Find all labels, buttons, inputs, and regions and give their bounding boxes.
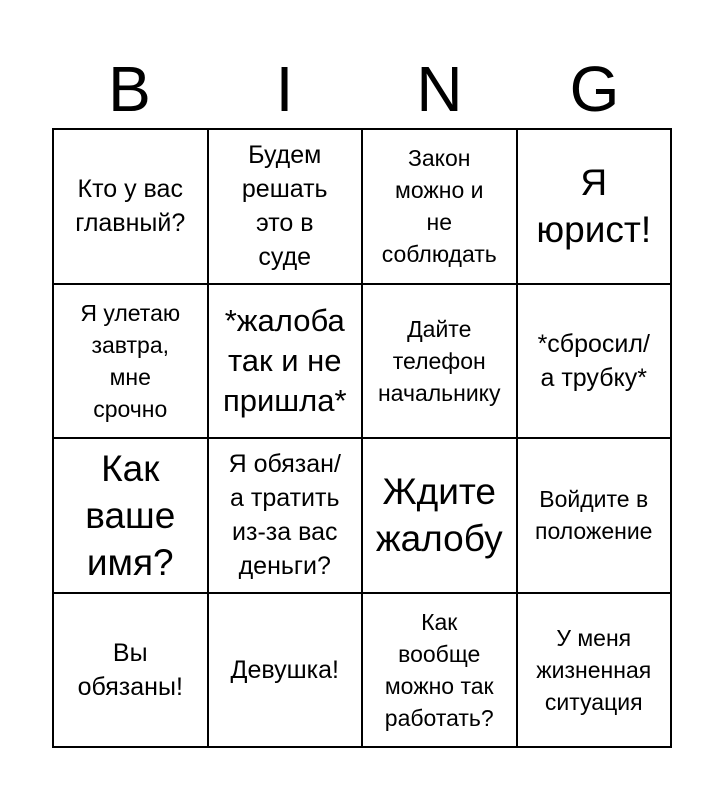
bingo-cell[interactable] xyxy=(362,284,517,439)
bingo-cell[interactable] xyxy=(208,438,363,593)
bingo-cell[interactable] xyxy=(517,129,672,284)
header-letter-n: N xyxy=(416,53,463,125)
bingo-cell[interactable] xyxy=(53,438,208,593)
cell-text: Войдите в положение xyxy=(535,486,653,545)
header-letter-b: B xyxy=(108,53,151,125)
cell-text: Девушка! xyxy=(230,655,339,684)
cell-text: Я улетаю завтра, мне срочно xyxy=(80,299,181,422)
bingo-cell[interactable] xyxy=(362,593,517,748)
bingo-cell[interactable] xyxy=(517,284,672,439)
cell-text: Дайте телефон начальнику xyxy=(377,315,501,406)
cell-text: Вы обязаны! xyxy=(77,638,183,701)
bingo-cell[interactable] xyxy=(53,129,208,284)
cell-text: Будем решать это в суде xyxy=(241,141,328,272)
cell-text: Как вообще можно так работать? xyxy=(384,608,494,731)
bingo-cell[interactable] xyxy=(53,593,208,748)
cell-text: Ждите жалобу xyxy=(375,471,503,560)
header-letter-g: G xyxy=(569,53,620,125)
bingo-cell[interactable] xyxy=(517,593,672,748)
bingo-header xyxy=(52,52,672,126)
cell-text: У меня жизненная ситуация xyxy=(536,624,652,715)
bingo-cell[interactable] xyxy=(362,438,517,593)
bingo-cell[interactable] xyxy=(517,438,672,593)
bingo-grid xyxy=(52,128,672,748)
cell-text: Я обязан/ а тратить из-за вас деньги? xyxy=(228,450,341,581)
bingo-cell[interactable] xyxy=(208,284,363,439)
cell-text: Как ваше имя? xyxy=(85,447,176,583)
header-letter-i: I xyxy=(275,53,294,125)
cell-text: *сбросил/ а трубку* xyxy=(537,329,650,392)
bingo-cell[interactable] xyxy=(208,129,363,284)
bingo-cell[interactable] xyxy=(208,593,363,748)
cell-text: Я юрист! xyxy=(536,162,652,251)
cell-text: Закон можно и не соблюдать xyxy=(381,145,497,268)
bingo-cell[interactable] xyxy=(53,284,208,439)
cell-text: *жалоба так и не пришла* xyxy=(222,302,347,418)
cell-text: Кто у вас главный? xyxy=(75,175,186,238)
bingo-cell[interactable] xyxy=(362,129,517,284)
